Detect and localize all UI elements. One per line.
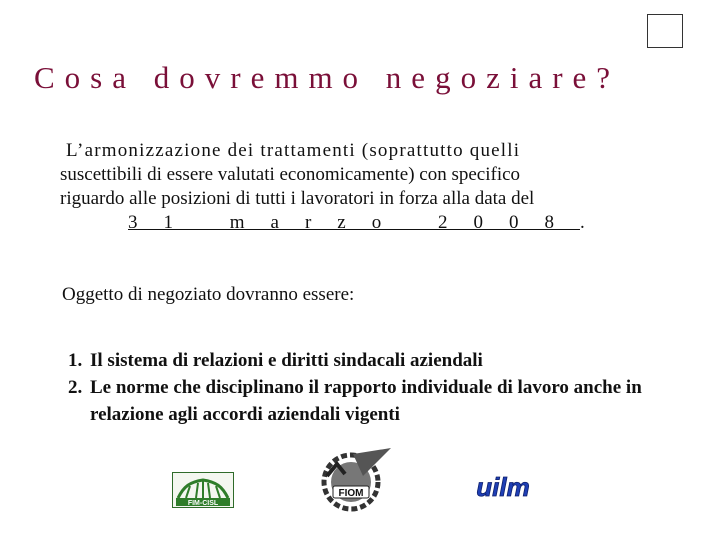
main-paragraph xyxy=(60,139,666,235)
corner-box xyxy=(647,14,683,48)
negotiation-list xyxy=(68,347,668,428)
list-item-number: 2. xyxy=(68,377,83,398)
intro-text: Oggetto di negoziato dovranno essere: xyxy=(62,284,355,305)
paragraph-line-3: riguardo alle posizioni di tutti i lavoratori in forza alla data del xyxy=(60,188,535,209)
svg-text:FIM-CISL: FIM-CISL xyxy=(187,500,219,507)
fiom-logo xyxy=(313,446,395,512)
list-item-text: Le norme che disciplinano il rapporto individuale di lavoro anche in relazione agli accordi aziendali vigenti xyxy=(90,377,642,425)
fim-cisl-logo xyxy=(172,472,234,508)
list-item-number: 1. xyxy=(68,350,83,371)
uilm-logo xyxy=(468,470,538,504)
paragraph-end: . xyxy=(579,212,585,233)
list-item-text: Il sistema di relazioni e diritti sindacali aziendali xyxy=(90,350,483,371)
svg-text:uilm: uilm xyxy=(476,472,530,502)
slide-title: Cosa dovremmo negoziare? xyxy=(34,60,621,95)
paragraph-line-1: L’armonizzazione dei trattamenti (soprattutto quelli xyxy=(66,140,521,161)
paragraph-line-4 xyxy=(60,211,666,235)
list-item xyxy=(68,374,668,428)
list-item xyxy=(68,347,668,374)
paragraph-line-2: suscettibili di essere valutati economicamente) con specifico xyxy=(60,164,521,185)
date-underlined: 31 marzo 2008 xyxy=(128,212,580,233)
svg-text:FIOM: FIOM xyxy=(338,488,364,499)
